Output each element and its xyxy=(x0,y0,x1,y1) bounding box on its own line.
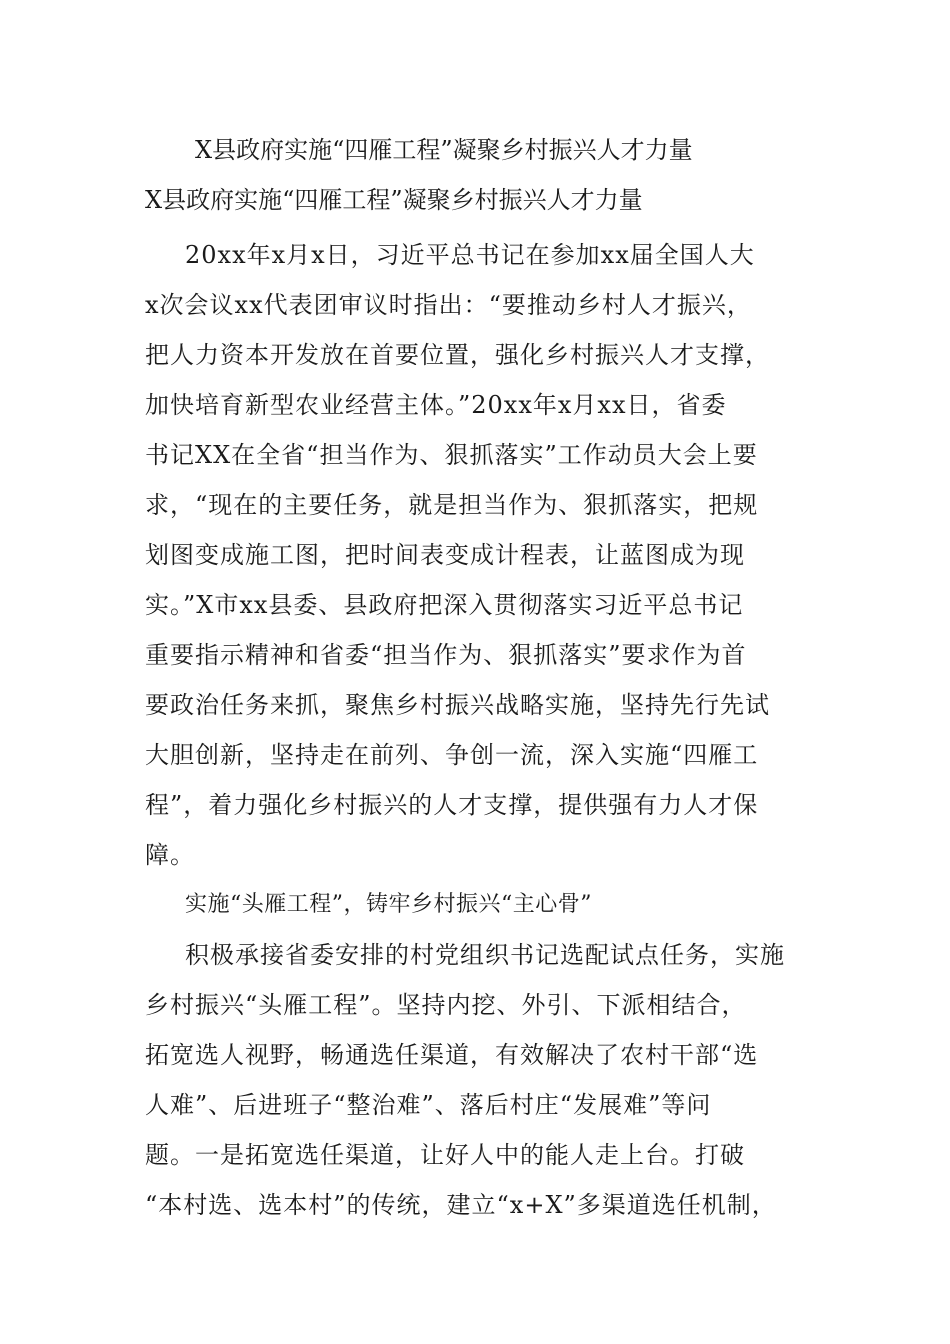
section-heading: 实施“头雁工程”，铸牢乡村振兴“主心骨” xyxy=(185,892,592,917)
paragraph-line: 题。一是拓宽选任渠道，让好人中的能人走上台。打破 xyxy=(145,1141,745,1169)
paragraph-line: 求，“现在的主要任务，就是担当作为、狠抓落实，把规 xyxy=(145,491,759,519)
paragraph-line: 书记XX在全省“担当作为、狠抓落实”工作动员大会上要 xyxy=(145,441,758,469)
paragraph-line: 乡村振兴“头雁工程”。坚持内挖、外引、下派相结合， xyxy=(145,991,747,1019)
paragraph-line: 加快培育新型农业经营主体。”20xx年x月xx日，省委 xyxy=(145,391,727,419)
paragraph-line: 要政治任务来抓，聚焦乡村振兴战略实施，坚持先行先试 xyxy=(145,691,770,719)
paragraph-line: x次会议xx代表团审议时指出：“要推动乡村人才振兴， xyxy=(145,291,752,319)
paragraph-line: 重要指示精神和省委“担当作为、狠抓落实”要求作为首 xyxy=(145,641,747,669)
document-body xyxy=(145,230,825,1230)
document-title-repeat: X县政府实施“四雁工程”凝聚乡村振兴人才力量 xyxy=(145,186,643,214)
paragraph-line: 大胆创新，坚持走在前列、争创一流，深入实施“四雁工 xyxy=(145,741,759,769)
paragraph-line: 积极承接省委安排的村党组织书记选配试点任务，实施 xyxy=(185,941,785,969)
paragraph-line: 程”，着力强化乡村振兴的人才支撑，提供强有力人才保 xyxy=(145,791,759,819)
paragraph-line: 实。”X市xx县委、县政府把深入贯彻落实习近平总书记 xyxy=(145,591,744,619)
paragraph-line: 拓宽选人视野，畅通选任渠道，有效解决了农村干部“选 xyxy=(145,1041,759,1069)
paragraph-line: 划图变成施工图，把时间表变成计程表，让蓝图成为现 xyxy=(145,541,745,569)
paragraph-line: 障。 xyxy=(145,841,195,869)
paragraph-line: 把人力资本开发放在首要位置，强化乡村振兴人才支撑， xyxy=(145,341,770,369)
document-title: X县政府实施“四雁工程”凝聚乡村振兴人才力量 xyxy=(195,136,693,164)
paragraph-line: “本村选、选本村”的传统，建立“x+X”多渠道选任机制， xyxy=(145,1191,777,1219)
paragraph-line: 20xx年x月x日，习近平总书记在参加xx届全国人大 xyxy=(185,241,755,269)
paragraph-line: 人难”、后进班子“整治难”、落后村庄“发展难”等问 xyxy=(145,1091,712,1119)
